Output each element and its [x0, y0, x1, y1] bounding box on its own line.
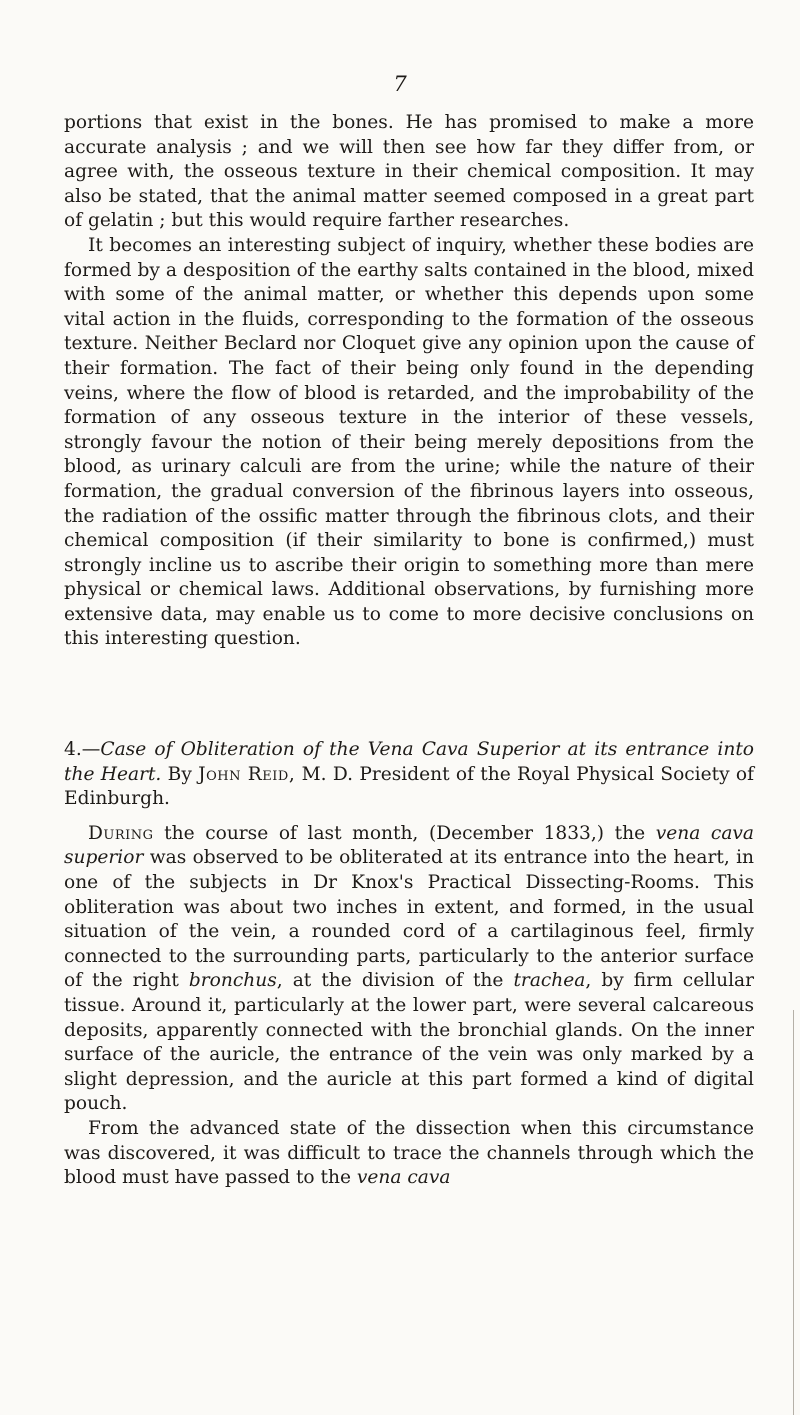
intro-paragraph-1: portions that exist in the bones. He has promised to make a more accurate analysis ; and we will then see how far they differ from, or agree with, the osseous texture in their chemical composition. It may also be stated, that the animal matter seemed composed in a great part of gelatin ; but this would require farther researches. — [64, 112, 754, 232]
article-byline-prefix: By — [167, 763, 192, 785]
article-author-suffix: M. D. President of the Royal Physical Society of Edinburgh. — [64, 763, 755, 810]
article-heading — [64, 738, 754, 812]
case-paragraph-2: From the advanced state of the dissection when this circumstance was discovered, it was difficult to trace the channels through which the blood must have passed to the vena cava — [64, 1117, 754, 1189]
intro-section — [64, 111, 754, 652]
article-author: John Reid, — [198, 763, 296, 785]
page-edge-line — [793, 1010, 794, 1415]
case-lead-word: During — [88, 822, 154, 844]
article-number: 4.— — [64, 739, 101, 760]
term-trachea: trachea — [513, 970, 586, 992]
term-vena-cava: vena cava — [356, 1167, 451, 1189]
case-paragraph-1: During the course of last month, (December 1833,) the vena cava superior was observed to be obliterated at its entrance into the heart, in one of the subjects in Dr Knox's Practical Dissecting-Rooms. This obliteration was about two inches in extent, and formed, in the usual situation of the vein, a rounded cord of a cartilaginous feel, firmly connected to the surrounding parts, particularly to the anterior surface of the right bronchus, at the division of the trachea, by firm cellular tissue. Around it, particularly at the lower part, were several calcareous deposits, apparently connected with the bronchial glands. On the inner surface of the auricle, the entrance of the vein was only marked by a slight depression, and the auricle at this part formed a kind of digital pouch. — [64, 822, 755, 1115]
intro-paragraph-2: It becomes an interesting subject of inquiry, whether these bodies are formed by a desposition of the earthy salts contained in the blood, mixed with some of the animal matter, or whether this depends upon some vital action in the fluids, corresponding to the formation of the osseous texture. Neither Beclard nor Cloquet give any opinion upon the cause of their formation. The fact of their being only found in the depending veins, where the flow of blood is retarded, and the improbability of the formation of any osseous texture in the interior of these vessels, strongly favour the notion of their being merely depositions from the blood, as urinary calculi are from the urine; while the nature of their formation, the gradual conversion of the fibrinous layers into osseous, the radiation of the ossific matter through the fibrinous clots, and their chemical composition (if their similarity to bone is confirmed,) must strongly incline us to ascribe their origin to something more than mere physical or chemical laws. Additional observations, by furnishing more extensive data, may enable us to come to more decisive conclusions on this interesting question. — [64, 234, 754, 650]
article-title: Case of Obliteration of the Vena Cava Superior at its entrance into the Heart. — [64, 739, 754, 785]
term-vena-cava-superior: vena cava superior — [64, 822, 755, 869]
page-number: 7 — [393, 72, 407, 96]
article-section — [64, 738, 754, 1191]
term-bronchus: bronchus — [188, 970, 277, 992]
